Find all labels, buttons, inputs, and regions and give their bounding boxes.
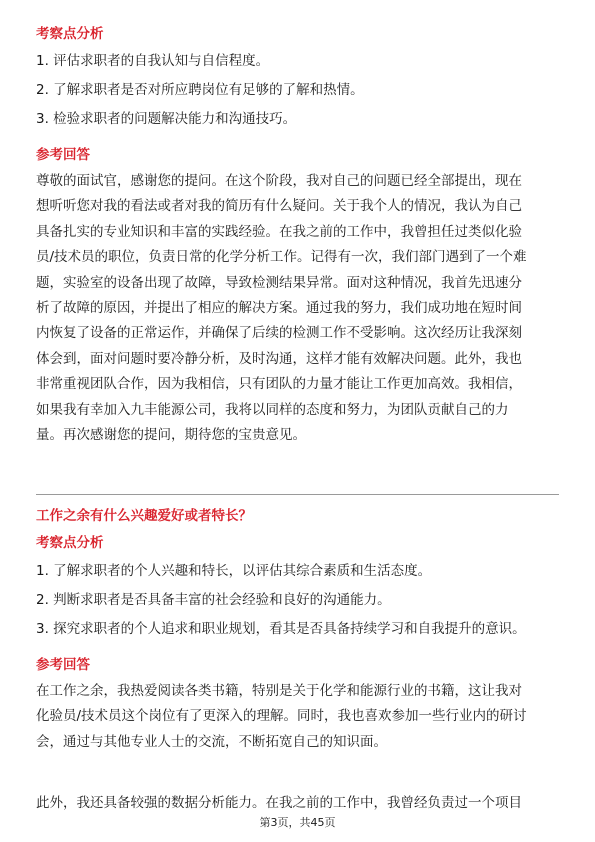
answer-paragraph-1 — [36, 169, 559, 448]
answer-line: 题，实验室的设备出现了故障，导致检测结果异常。面对这种情况，我首先迅速分 — [36, 274, 522, 291]
answer-line: 在工作之余，我热爱阅读各类书籍，特别是关于化学和能源行业的书籍，这让我对 — [36, 683, 522, 699]
answer-line: 具备扎实的专业知识和丰富的实践经验。在我之前的工作中，我曾担任过类似化验 — [36, 223, 522, 240]
answer-heading-1 — [36, 145, 559, 165]
analysis-item-text: 3. 检验求职者的问题解决能力和沟通技巧。 — [36, 111, 297, 127]
analysis-item-text: 1. 评估求职者的自我认知与自信程度。 — [36, 53, 270, 69]
answer-line: 内恢复了设备的正常运作，并确保了后续的检测工作不受影响。这次经历让我深刻 — [36, 325, 522, 342]
answer-line: 如果我有幸加入九丰能源公司，我将以同样的态度和努力，为团队贡献自己的力 — [36, 401, 509, 418]
analysis-item — [36, 561, 559, 581]
answer-heading-2 — [36, 655, 559, 675]
analysis-item — [36, 51, 559, 71]
analysis-heading-2 — [36, 533, 559, 553]
question-title-wrap — [36, 506, 559, 526]
section-divider — [36, 494, 559, 495]
answer-line: 体会到，面对问题时要冷静分析，及时沟通，这样才能有效解决问题。此外，我也 — [36, 350, 522, 367]
analysis-item-text: 2. 了解求职者是否对所应聘岗位有足够的了解和热情。 — [36, 82, 364, 98]
analysis-item — [36, 619, 559, 639]
answer-line: 尊敬的面试官，感谢您的提问。在这个阶段，我对自己的问题已经全部提出，现在 — [36, 173, 522, 189]
answer-line: 想听听您对我的看法或者对我的简历有什么疑问。关于我个人的情况，我认为自己 — [36, 198, 522, 215]
analysis-item-text: 3. 探究求职者的个人追求和职业规划，看其是否具备持续学习和自我提升的意识。 — [36, 621, 526, 637]
answer-paragraph-2 — [36, 679, 559, 755]
analysis-item — [36, 109, 559, 129]
answer-line: 析了故障的原因，并提出了相应的解决方案。通过我的努力，我们成功地在短时间 — [36, 300, 522, 317]
section-heading: 考察点分析 — [36, 535, 104, 551]
analysis-item-text: 1. 了解求职者的个人兴趣和特长，以评估其综合素质和生活态度。 — [36, 563, 432, 579]
answer-line: 此外，我还具备较强的数据分析能力。在我之前的工作中，我曾经负责过一个项目 — [36, 795, 522, 811]
answer-line: 化验员/技术员这个岗位有了更深入的理解。同时，我也喜欢参加一些行业内的研讨 — [36, 708, 527, 725]
answer-paragraph-3 — [36, 791, 559, 816]
section-heading: 参考回答 — [36, 657, 90, 673]
question-title: 工作之余有什么兴趣爱好或者特长？ — [36, 508, 252, 524]
analysis-item-text: 2. 判断求职者是否具备丰富的社会经验和良好的沟通能力。 — [36, 592, 391, 608]
analysis-heading-1 — [36, 24, 559, 44]
page-number: 第3页，共45页 — [259, 816, 336, 829]
answer-line: 员/技术员的职位，负责日常的化学分析工作。记得有一次，我们部门遇到了一个难 — [36, 249, 527, 266]
analysis-item — [36, 590, 559, 610]
section-heading: 参考回答 — [36, 147, 90, 163]
section-heading: 考察点分析 — [36, 26, 104, 42]
answer-line: 量。再次感谢您的提问，期待您的宝贵意见。 — [36, 427, 306, 444]
analysis-item — [36, 80, 559, 100]
answer-line: 会，通过与其他专业人士的交流，不断拓宽自己的知识面。 — [36, 733, 387, 750]
answer-line: 非常重视团队合作，因为我相信，只有团队的力量才能让工作更加高效。我相信， — [36, 376, 522, 393]
